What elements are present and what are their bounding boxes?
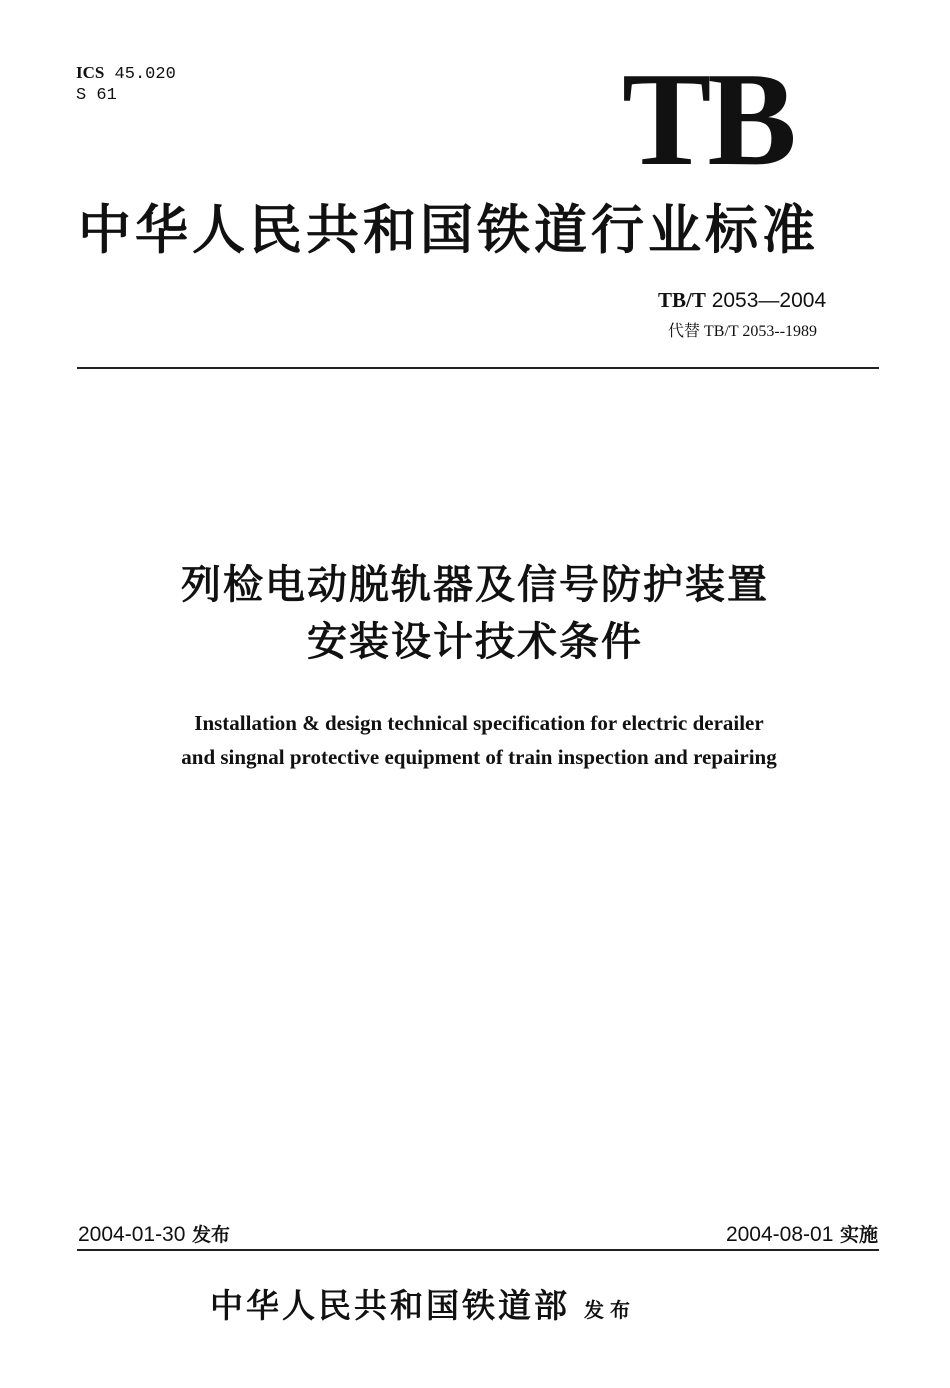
- ics-code: [76, 62, 176, 85]
- top-divider: [77, 367, 879, 369]
- tb-logo: TB: [622, 45, 793, 193]
- ccs-code: S 61: [76, 86, 117, 105]
- issue-date-label: 发布: [185, 1224, 231, 1246]
- issuer-name: 中华人民共和国铁道部: [210, 1286, 570, 1325]
- classification-codes: [76, 62, 176, 106]
- standard-number-prefix: TB/T: [658, 288, 706, 312]
- english-title-line1: Installation & design technical specification for electric derailer: [194, 711, 764, 735]
- standard-number: [658, 288, 826, 313]
- standard-number-value: 2053—2004: [705, 289, 827, 312]
- issue-date: [78, 1222, 230, 1248]
- chinese-title-line2: 安装设计技术条件: [307, 619, 643, 665]
- ics-prefix: ICS: [76, 63, 105, 82]
- chinese-title-line1: 列检电动脱轨器及信号防护装置: [181, 562, 769, 608]
- ics-number: 45.020: [104, 65, 176, 84]
- bottom-divider: [77, 1249, 879, 1251]
- implementation-date-label: 实施: [833, 1224, 878, 1246]
- implementation-date: [726, 1222, 878, 1248]
- issuing-authority: [210, 1284, 636, 1332]
- standard-category-title: 中华人民共和国铁道行业标准: [78, 200, 819, 261]
- issue-date-value: 2004-01-30: [78, 1223, 186, 1246]
- issuer-action: 发布: [584, 1298, 636, 1322]
- implementation-date-value: 2004-08-01: [725, 1223, 834, 1246]
- replaces-standard: 代替 TB/T 2053--1989: [668, 323, 818, 340]
- english-title-line2: and singnal protective equipment of train inspection and repairing: [181, 745, 777, 769]
